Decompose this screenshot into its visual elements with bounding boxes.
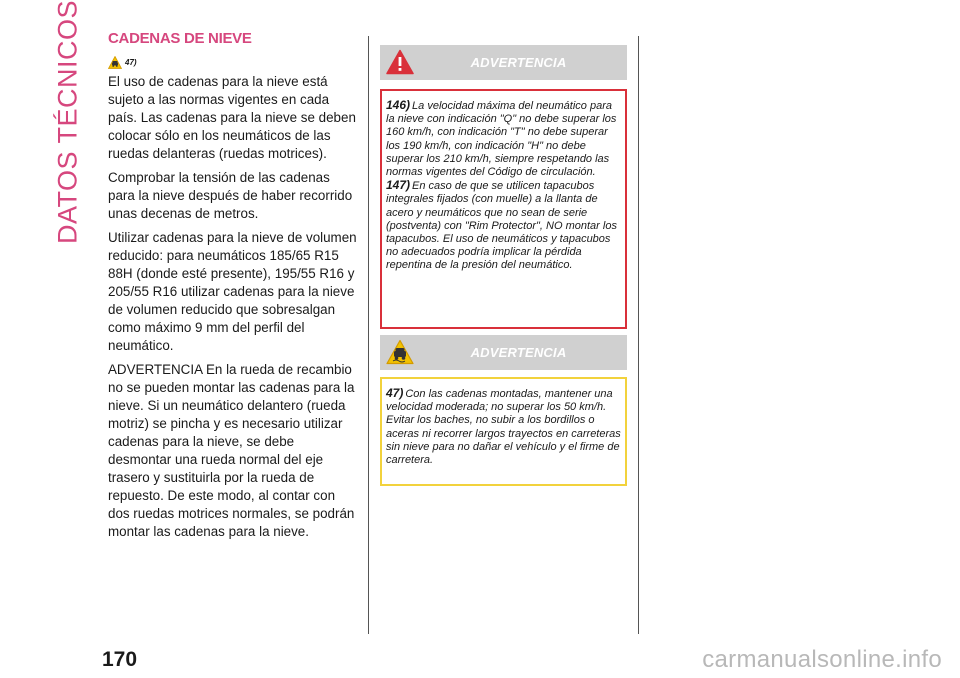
warning-item-number: 47) (386, 386, 404, 400)
warning-item (386, 387, 621, 467)
paragraph: Utilizar cadenas para la nieve de volumen reducido: para neumáticos 185/65 R15 88H (donde esté presente), 195/55 R16 y 205/55 R16 utilizar cadenas para la nieve de volumen reducido que sobresalgan como máximo 9 mm del perfil del neumático. (108, 230, 357, 353)
section-side-title (52, 0, 84, 245)
warning-title: ADVERTENCIA (470, 55, 567, 70)
warning-item (386, 179, 621, 272)
page-number: 170 (102, 648, 138, 671)
paragraph: El uso de cadenas para la nieve está sujeto a las normas vigentes en cada país. Las cadenas para la nieve se deben colocar sólo en los neumáticos de las ruedas delanteras (ruedas motrices). (108, 74, 356, 161)
warning-panel-red (380, 45, 627, 329)
paragraph: ADVERTENCIA En la rueda de recambio no se pueden montar las cadenas para la nieve. Si un neumático delantero (rueda motriz) se pincha y es necesario utilizar cadenas para la nieve, se debe desmontar una rueda normal del eje trasero y sustituirla por la rueda de repuesto. De este modo, al contar con dos ruedas motrices normales, se podrán montar las cadenas para la nieve. (108, 362, 355, 539)
section-title: CADENAS DE NIEVE (108, 30, 252, 47)
watermark-text: carmanualsonline.info (702, 646, 942, 673)
warning-panel-yellow (380, 335, 627, 486)
warning-item-text: Con las cadenas montadas, mantener una velocidad moderada; no superar los 50 km/h. Evitar los baches, no subir a los bordillos o aceras ni recorrer largos trayectos en carreteras sin nieve para no dañar el vehículo y el firme de carretera. (386, 388, 621, 467)
warning-box (380, 89, 627, 329)
warning-box (380, 377, 627, 486)
paragraph: Comprobar la tensión de las cadenas para la nieve después de haber recorrido unas decenas de metros. (108, 170, 353, 221)
warning-item-number: 146) (386, 98, 411, 112)
warning-header (380, 45, 627, 80)
warning-item-number: 147) (386, 178, 411, 193)
warning-title: ADVERTENCIA (470, 345, 567, 360)
column-divider (638, 36, 639, 634)
column-divider (368, 36, 369, 634)
side-title-text: DATOS TÉCNICOS (52, 0, 83, 245)
warning-item-text: En caso de que se utilicen tapacubos integrales fijados (con muelle) a la llanta de acero y neumáticos que no sean de serie (postventa) con "Rim Protector", NO montar los tapacubos. El uso de neumáticos y tapacubos no adecuados podría implicar la pérdida repentina de la presión del neumático. (386, 180, 617, 272)
warning-header (380, 335, 627, 370)
reference-line (108, 55, 360, 69)
reference-number: 47) (125, 57, 137, 67)
warning-item (386, 99, 621, 179)
main-column (108, 30, 360, 541)
warning-item-text: La velocidad máxima del neumático para la nieve con indicación "Q" no debe superar los 160 km/h, con indicación "T" no debe superar los 190 km/h, con indicación "H" no debe superar los 210 km/h, siempre respetando las normas vigentes del Código de circulación. (386, 100, 617, 179)
car-skid-icon (108, 56, 122, 69)
